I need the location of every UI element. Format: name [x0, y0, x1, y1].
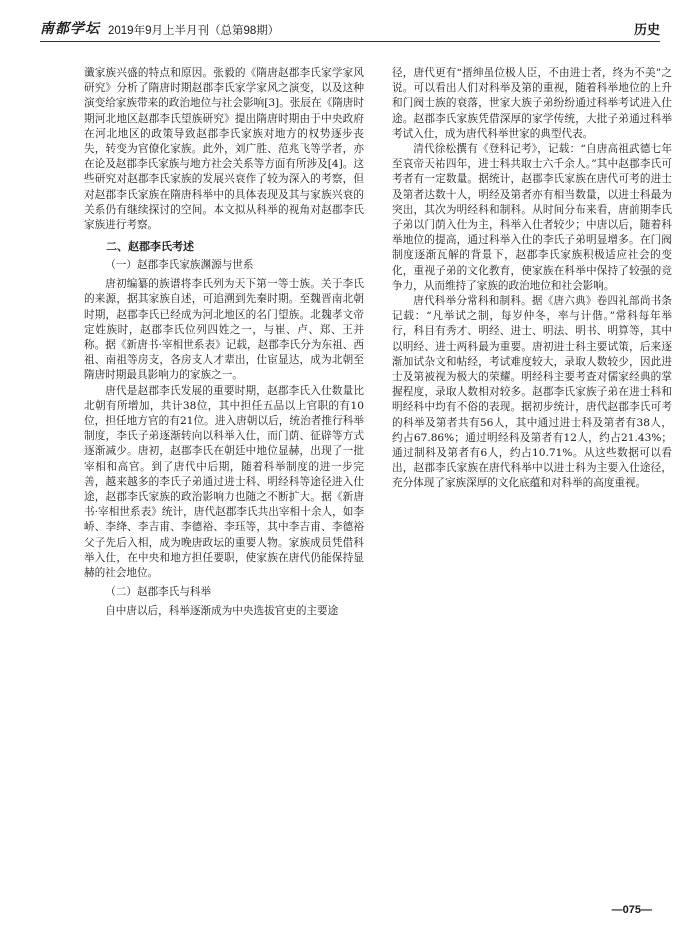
- left-column: [84, 66, 364, 886]
- subsection-heading: （一）赵郡李氏家族渊源与世系: [105, 259, 254, 272]
- subsection-heading: （二）赵郡李氏与科举: [105, 586, 212, 599]
- paragraph: 自中唐以后，科举逐渐成为中央选拔官吏的主要途: [105, 605, 339, 618]
- paragraph: 唐代是赵郡李氏发展的重要时期，赵郡李氏入仕数量比北朝有所增加，共计38位，其中担任五品以上官职的有10位，担任地方官的有21位。进入唐朝以后，统治者推行科举制度，李氏子弟逐渐转向以科举入仕，而门荫、征辟等方式逐渐减少。唐初，赵郡李氏在朝廷中地位显赫，出现了一批宰相和高官。到了唐代中后期，随着科举制度的进一步完善，越来越多的李氏子弟通过进士科、明经科等途径进入仕途，赵郡李氏家族的政治影响力也随之不断扩大。据《新唐书·宰相世系表》统计，唐代赵郡李氏共出宰相十余人，如李峤、李绛、李吉甫、李德裕、李珏等，其中李吉甫、李德裕父子先后入相，成为晚唐政坛的重要人物。家族成员凭借科举入仕，在中央和地方担任要职，使家族在唐代仍能保持显赫的社会地位。: [84, 384, 364, 580]
- page-header: [40, 14, 660, 42]
- paragraph: 清代徐松撰有《登科记考》，记载：“自唐高祖武德七年至哀帝天祐四年，进士科共取士六千余人。”其中赵郡李氏可考者有一定数量。据统计，赵郡李氏家族在唐代可考的进士及第者达数十人，明经及第者亦有相当数量，以进士科最为突出，其次为明经科和制科。从时间分布来看，唐前期李氏子弟以门荫入仕为主，科举入仕者较少；中唐以后，随着科举地位的提高，通过科举入仕的李氏子弟明显增多。在门阀制度逐渐瓦解的背景下，赵郡李氏家族积极适应社会的变化，重视子弟的文化教育，使家族在科举中保持了较强的竞争力，从而维持了家族的政治地位和社会影响。: [392, 143, 672, 292]
- paragraph: 唐初编纂的族谱将李氏列为天下第一等士族。关于李氏的来源，据其家族自述，可追溯到先秦时期。至魏晋南北朝时期，赵郡李氏已经成为河北地区的名门望族。北魏孝文帝定姓族时，赵郡李氏位列四姓之一，与崔、卢、郑、王并称。据《新唐书·宰相世系表》记载，赵郡李氏分为东祖、西祖、南祖等房支，各房支人才辈出，仕宦显达，成为北朝至隋唐时期最具影响力的家族之一。: [84, 278, 364, 382]
- page-number: —075—: [611, 904, 652, 916]
- paragraph: 唐代科举分常科和制科。据《唐六典》卷四礼部尚书条记载：“凡举试之制，每岁仲冬，率与计偕。”常科每年举行，科目有秀才、明经、进士、明法、明书、明算等，其中以明经、进士两科最为重要。唐初进士科主要试策，后来逐渐加试杂文和帖经，考试难度较大，录取人数较少，因此进士及第被视为极大的荣耀。明经科主要考查对儒家经典的掌握程度，录取人数相对较多。赵郡李氏家族子弟在进士科和明经科中均有不俗的表现。据初步统计，唐代赵郡李氏可考的科举及第者共有56人，其中通过进士科及第者有38人，约占67.86%；通过明经科及第者有12人，约占21.43%；通过制科及第者有6人，约占10.71%。从这些数据可以看出，赵郡李氏家族在唐代科举中以进士科为主要入仕途径，充分体现了家族深厚的文化底蕴和对科举的高度重视。: [392, 295, 672, 490]
- section-heading: 二、赵郡李氏考述: [106, 240, 194, 254]
- paragraph: 谶家族兴盛的特点和原因。张毅的《隋唐赵郡李氏家学家风研究》分析了隋唐时期赵郡李氏家学家风之演变，以及这种演变给家族带来的政治地位与社会影响[3]。张辰在《隋唐时期河北地区赵郡李氏望族研究》提出隋唐时期由于中央政府在河北地区的政策导致赵郡李氏家族对地方的权势逐步丧失，转变为官僚化家族。此外，刘广胜、范兆飞等学者，亦在论及赵郡李氏家族与地方社会关系等方面有所涉及[4]。这些研究对赵郡李氏家族的发展兴衰作了较为深入的考察，但对赵郡李氏家族在隋唐科举中的具体表现及其与家族兴衰的关系仍有继续探讨的空间。本文拟从科举的视角对赵郡李氏家族进行考察。: [84, 67, 364, 232]
- journal-name: 南都学坛: [40, 21, 100, 37]
- paragraph: 径，唐代更有“搢绅虽位极人臣，不由进士者，终为不美”之说。可以看出人们对科举及第的重视，随着科举地位的上升和门阀士族的衰落，世家大族子弟纷纷通过科举考试进入仕途。赵郡李氏家族凭借深厚的家学传统，大批子弟通过科举考试入仕，成为唐代科举世家的典型代表。: [392, 67, 672, 140]
- issue-info: 2019年9月上半月刊（总第98期）: [108, 25, 280, 37]
- right-column: [392, 66, 672, 886]
- section-label: 历史: [633, 23, 660, 38]
- article-body: [84, 66, 672, 886]
